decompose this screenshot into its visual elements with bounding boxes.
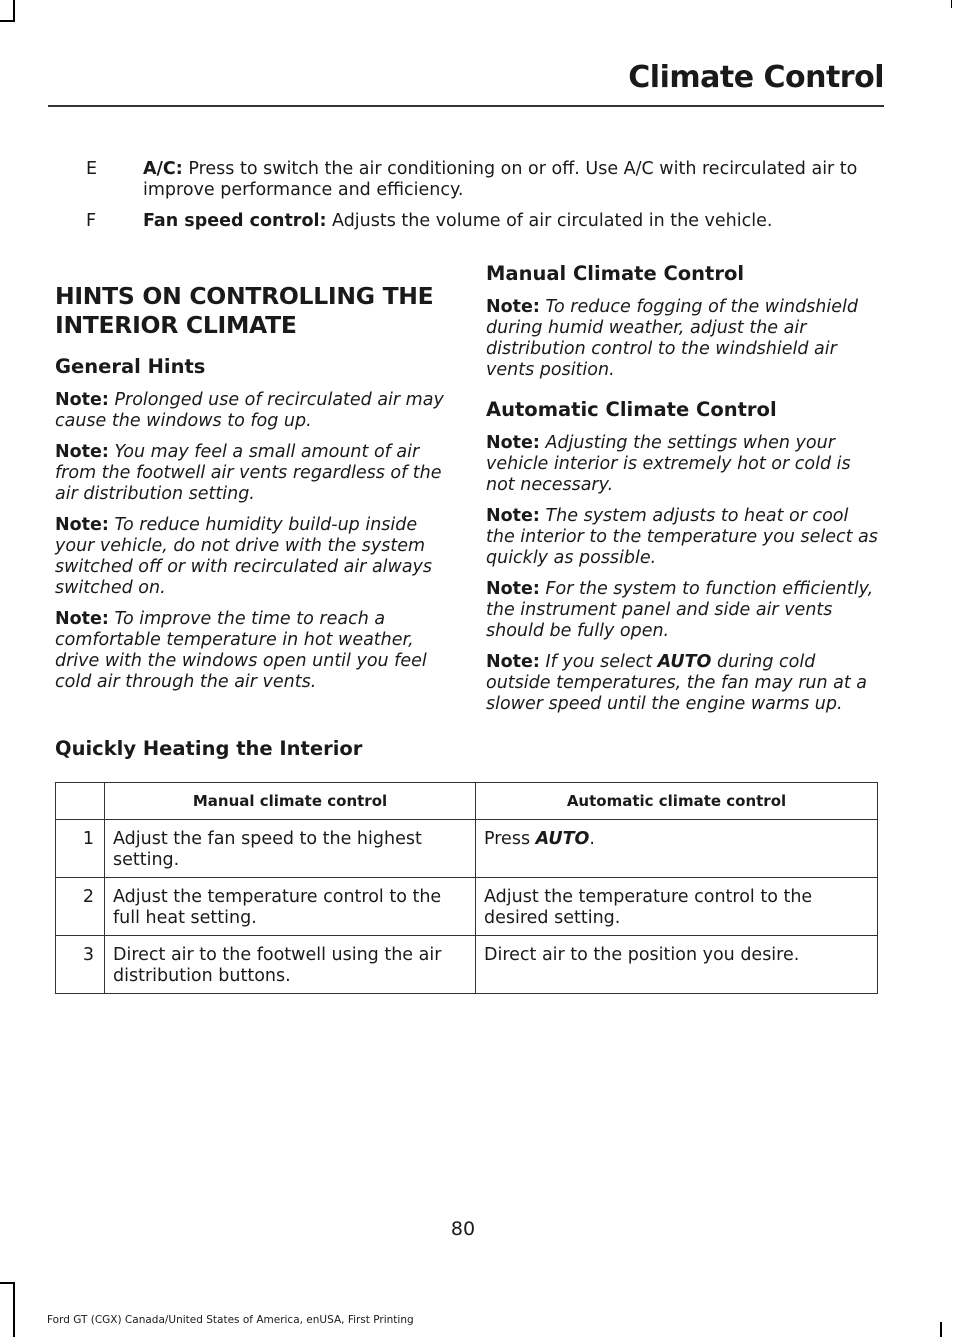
left-column: [55, 262, 449, 703]
column-header-automatic: Automatic climate control: [476, 783, 878, 820]
crop-mark-bottom-left-h: [0, 1282, 15, 1284]
legend-text: Press to switch the air conditioning on or off. Use A/C with recirculated air to improve performance and efficiency.: [143, 159, 858, 200]
note-text: To reduce fogging of the windshield during humid weather, adjust the air distribution control to the windshield air vents position.: [486, 297, 858, 380]
legend-key: F: [86, 211, 97, 231]
manual-climate-heading: Manual Climate Control: [486, 262, 745, 285]
header-rule: [48, 105, 884, 107]
step-number: 1: [56, 820, 105, 878]
column-header-step: [56, 783, 105, 820]
note-text: If you select: [539, 652, 658, 672]
note-label: Note:: [486, 506, 540, 526]
column-header-manual: Manual climate control: [105, 783, 476, 820]
cell-text: Press: [484, 829, 536, 849]
legend-term: Fan speed control:: [143, 211, 327, 231]
note-label: Note:: [486, 297, 540, 317]
note-text: The system adjusts to heat or cool the interior to the temperature you select as quickly as possible.: [486, 506, 878, 568]
note-text: Prolonged use of recirculated air may cause the windows to fog up.: [55, 390, 444, 431]
auto-keyword: AUTO: [535, 829, 590, 849]
note: [486, 506, 880, 569]
note-label: Note:: [486, 652, 540, 672]
quick-heating-heading: Quickly Heating the Interior: [55, 737, 363, 760]
legend-description: [143, 211, 876, 232]
general-hints-heading: General Hints: [55, 355, 206, 378]
crop-mark-top-left-h: [0, 20, 15, 22]
right-column: [486, 262, 880, 725]
table-header-row: [56, 783, 878, 820]
note-text: To improve the time to reach a comfortable temperature in hot weather, drive with the windows open until you feel cold air through the air vents.: [55, 609, 427, 692]
crop-mark-top-right: [951, 0, 952, 8]
legend-term: A/C:: [143, 159, 183, 179]
note: [486, 433, 880, 496]
crop-mark-top-left-v: [13, 0, 15, 20]
manual-cell: Adjust the temperature control to the full heat setting.: [105, 878, 476, 936]
crop-mark-bottom-right: [940, 1322, 942, 1337]
note-label: Note:: [486, 433, 540, 453]
cell-text: .: [589, 829, 595, 849]
crop-mark-bottom-left-v: [13, 1282, 15, 1337]
automatic-cell: [476, 820, 878, 878]
legend-description: [143, 159, 876, 201]
note-text: For the system to function efficiently, the instrument panel and side air vents should be fully open.: [486, 579, 874, 641]
step-number: 2: [56, 878, 105, 936]
automatic-cell: Adjust the temperature control to the desired setting.: [476, 878, 878, 936]
note: [486, 297, 880, 381]
quick-heating-table: [55, 782, 878, 994]
table-row: [56, 936, 878, 994]
note: [55, 515, 449, 599]
automatic-cell: Direct air to the position you desire.: [476, 936, 878, 994]
note: [55, 609, 449, 693]
manual-cell: Direct air to the footwell using the air distribution buttons.: [105, 936, 476, 994]
note: [486, 579, 880, 642]
legend-item-f: [86, 211, 876, 232]
note-text: Adjusting the settings when your vehicle interior is extremely hot or cold is not necessary.: [486, 433, 851, 495]
legend-item-e: [86, 159, 876, 201]
automatic-climate-heading: Automatic Climate Control: [486, 398, 777, 421]
table-row: [56, 820, 878, 878]
note-label: Note:: [486, 579, 540, 599]
note: [486, 652, 880, 715]
note-label: Note:: [55, 515, 109, 535]
footer-text: Ford GT (CGX) Canada/United States of America, enUSA, First Printing: [47, 1314, 414, 1326]
manual-cell: Adjust the fan speed to the highest setting.: [105, 820, 476, 878]
note: [55, 442, 449, 505]
note-text: To reduce humidity build-up inside your vehicle, do not drive with the system switched off or with recirculated air always switched on.: [55, 515, 433, 598]
note-label: Note:: [55, 390, 109, 410]
step-number: 3: [56, 936, 105, 994]
page-number: 80: [450, 1218, 476, 1240]
legend-text: Adjusts the volume of air circulated in the vehicle.: [326, 211, 773, 231]
note-label: Note:: [55, 442, 109, 462]
note-text: You may feel a small amount of air from the footwell air vents regardless of the air distribution setting.: [55, 442, 442, 504]
section-title: HINTS ON CONTROLLING THE INTERIOR CLIMATE: [55, 282, 434, 339]
table-row: [56, 878, 878, 936]
note-text: during cold outside temperatures, the fan may run at a slower speed until the engine warms up.: [486, 652, 868, 714]
note-label: Note:: [55, 609, 109, 629]
legend-key: E: [86, 159, 98, 179]
note: [55, 390, 449, 432]
auto-keyword: AUTO: [657, 652, 712, 672]
page-title: Climate Control: [628, 60, 884, 95]
